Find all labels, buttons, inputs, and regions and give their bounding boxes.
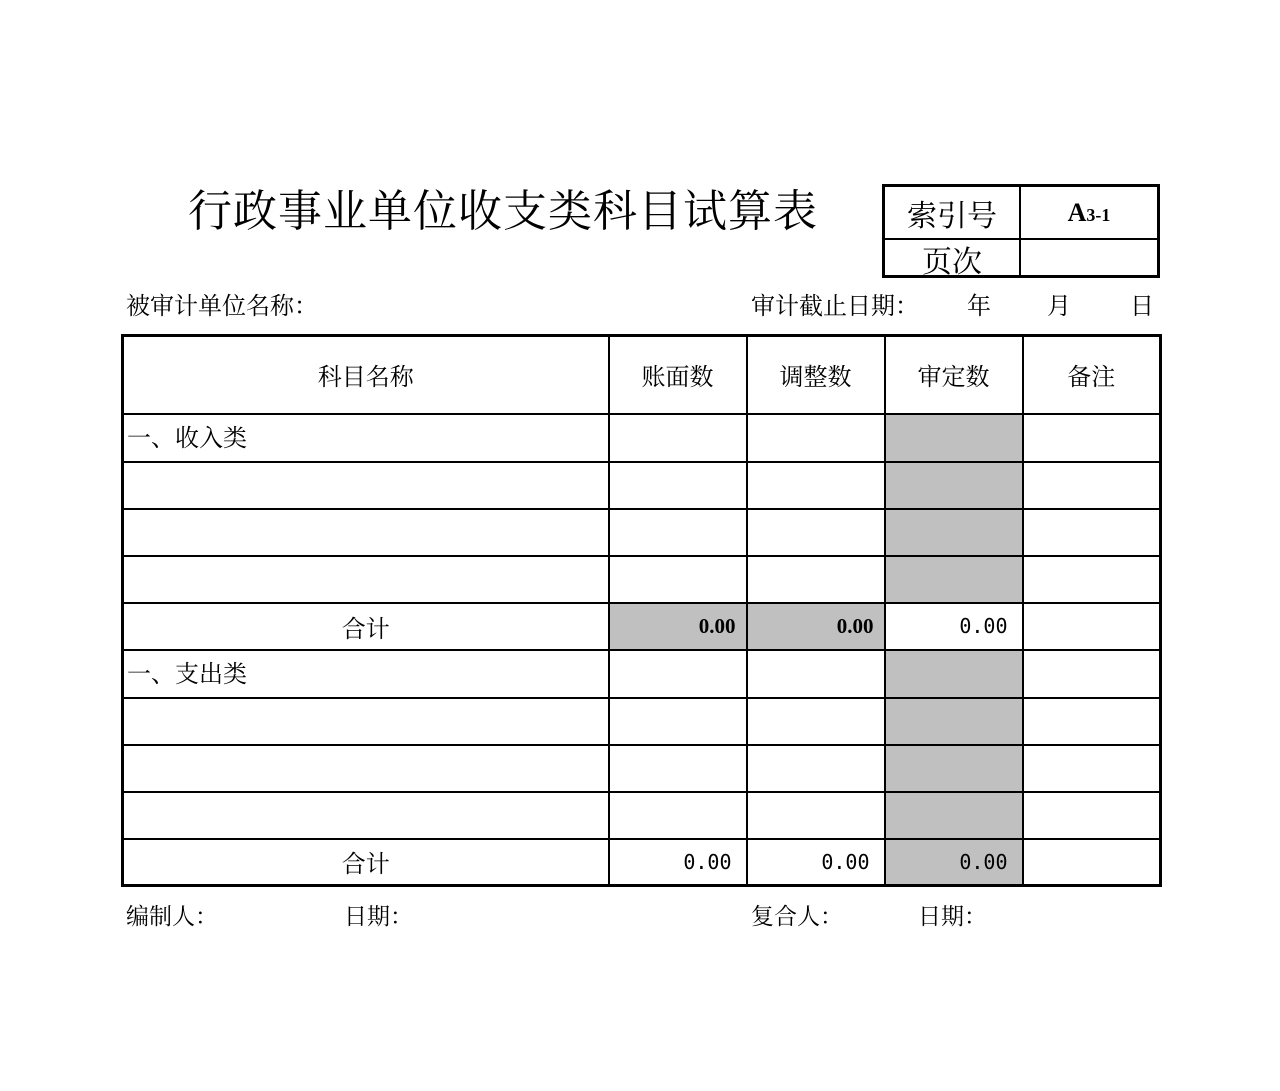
cell-audited (885, 650, 1023, 698)
index-row (885, 187, 1157, 240)
income-total-label: 合计 (123, 603, 609, 650)
cutoff-month: 月 (1047, 292, 1071, 320)
cell-name[interactable] (123, 792, 609, 839)
cell-audited (885, 792, 1023, 839)
page-value[interactable] (1021, 240, 1157, 278)
cell-name[interactable] (123, 509, 609, 556)
trial-balance-table (121, 334, 1162, 887)
header-remarks: 备注 (1023, 336, 1161, 414)
cell-remarks[interactable] (1023, 556, 1161, 603)
index-value-main: A (1067, 197, 1087, 227)
index-value-sub: 3-1 (1086, 205, 1111, 225)
index-box (882, 184, 1160, 278)
cell-book[interactable] (609, 745, 747, 792)
cell-book[interactable] (609, 650, 747, 698)
table-row (123, 745, 1161, 792)
expense-total-audited: 0.00 (885, 839, 1023, 886)
cell-adjust[interactable] (747, 792, 885, 839)
page-label: 页次 (885, 240, 1021, 278)
page-title: 行政事业单位收支类科目试算表 (188, 186, 818, 237)
cell-audited (885, 556, 1023, 603)
index-label: 索引号 (885, 187, 1021, 238)
cell-remarks[interactable] (1023, 650, 1161, 698)
table-row (123, 792, 1161, 839)
entity-label: 被审计单位名称： (126, 292, 318, 320)
cell-remarks[interactable] (1023, 839, 1161, 886)
cell-audited (885, 745, 1023, 792)
page-row (885, 240, 1157, 278)
table-row (123, 414, 1161, 462)
cell-book[interactable] (609, 462, 747, 509)
cell-remarks[interactable] (1023, 745, 1161, 792)
expense-total-label: 合计 (123, 839, 609, 886)
expense-total-adjust: 0.00 (747, 839, 885, 886)
cell-book[interactable] (609, 792, 747, 839)
cell-remarks[interactable] (1023, 792, 1161, 839)
table-row (123, 650, 1161, 698)
cell-name[interactable] (123, 462, 609, 509)
review-date-label: 日期： (918, 904, 987, 930)
income-total-audited: 0.00 (885, 603, 1023, 650)
cell-audited (885, 462, 1023, 509)
cell-name[interactable] (123, 745, 609, 792)
header-adjustment: 调整数 (747, 336, 885, 414)
income-section-label[interactable]: 一、收入类 (123, 414, 609, 462)
cell-remarks[interactable] (1023, 414, 1161, 462)
preparer-label: 编制人： (126, 904, 218, 930)
cell-name[interactable] (123, 556, 609, 603)
cell-audited (885, 509, 1023, 556)
expense-section-label[interactable]: 一、支出类 (123, 650, 609, 698)
header-audited-amount: 审定数 (885, 336, 1023, 414)
expense-total-book: 0.00 (609, 839, 747, 886)
cell-adjust[interactable] (747, 462, 885, 509)
cell-adjust[interactable] (747, 698, 885, 745)
income-total-book: 0.00 (609, 603, 747, 650)
cell-remarks[interactable] (1023, 603, 1161, 650)
cutoff-label: 审计截止日期： (751, 292, 919, 320)
cell-book[interactable] (609, 556, 747, 603)
cutoff-day: 日 (1130, 292, 1154, 320)
cell-adjust[interactable] (747, 556, 885, 603)
header-account-name: 科目名称 (123, 336, 609, 414)
cell-audited (885, 414, 1023, 462)
cutoff-year: 年 (967, 292, 991, 320)
cell-audited (885, 698, 1023, 745)
expense-total-row (123, 839, 1161, 886)
cell-remarks[interactable] (1023, 509, 1161, 556)
cell-adjust[interactable] (747, 650, 885, 698)
index-value[interactable] (1021, 187, 1157, 238)
cell-adjust[interactable] (747, 509, 885, 556)
cell-adjust[interactable] (747, 414, 885, 462)
prepare-date-label: 日期： (344, 904, 413, 930)
cell-book[interactable] (609, 509, 747, 556)
income-total-row (123, 603, 1161, 650)
income-total-adjust: 0.00 (747, 603, 885, 650)
cell-name[interactable] (123, 698, 609, 745)
cell-adjust[interactable] (747, 745, 885, 792)
table-row (123, 556, 1161, 603)
table-header-row (123, 336, 1161, 414)
cell-remarks[interactable] (1023, 462, 1161, 509)
reviewer-label: 复合人： (751, 904, 843, 930)
cell-book[interactable] (609, 414, 747, 462)
cell-remarks[interactable] (1023, 698, 1161, 745)
table-row (123, 698, 1161, 745)
table-row (123, 509, 1161, 556)
table-row (123, 462, 1161, 509)
header-book-amount: 账面数 (609, 336, 747, 414)
cell-book[interactable] (609, 698, 747, 745)
